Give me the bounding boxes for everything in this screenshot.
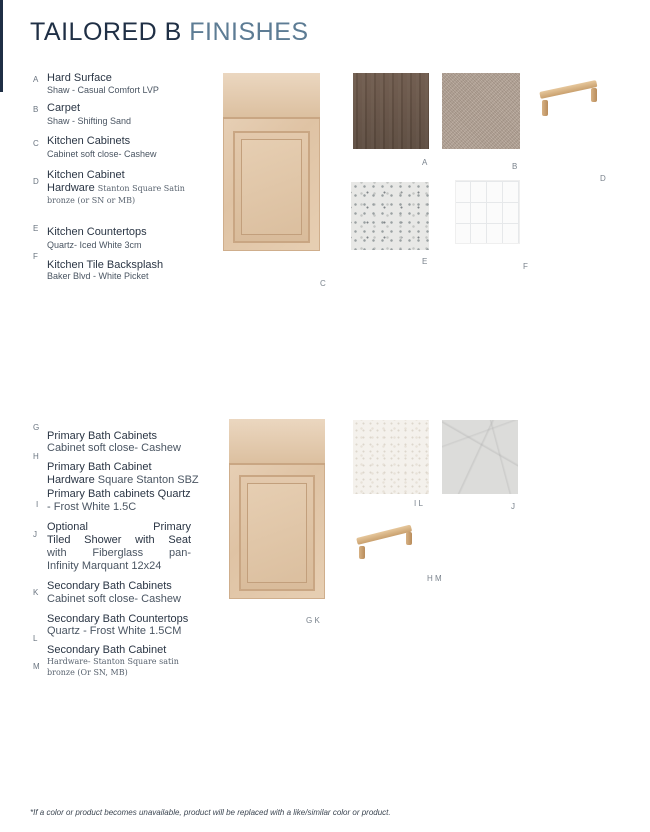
item-sub: Cabinet soft close- Cashew <box>47 149 157 159</box>
quartz-frost-white-swatch-image <box>353 420 429 494</box>
cabinet-pull-handle-image <box>538 82 600 122</box>
white-picket-tile-swatch-image <box>455 180 520 244</box>
item-letter: K <box>33 588 39 597</box>
item-sub: Cabinet soft close- Cashew <box>47 442 181 454</box>
lvp-swatch-image <box>353 73 429 149</box>
item-sub: Shaw - Casual Comfort LVP <box>47 85 159 95</box>
item-sub: Infinity Marquant 12x24 <box>47 560 162 572</box>
item-letter: C <box>33 139 39 148</box>
item-title: Secondary Bath Cabinets <box>47 580 172 592</box>
item-letter: D <box>33 177 39 186</box>
item-sub: Hardware- Stanton Square satin <box>47 657 179 666</box>
item-letter: H <box>33 452 39 461</box>
bath-cabinet-door-image <box>229 419 325 599</box>
swatch-label-il: I L <box>414 499 423 508</box>
marble-tile-swatch-image <box>442 420 518 494</box>
title-part-1: TAILORED B <box>30 18 182 46</box>
item-letter: E <box>33 224 39 233</box>
swatch-label-c: C <box>320 279 326 288</box>
footnote: *If a color or product becomes unavailable, product will be replaced with a like/similar color or product. <box>30 808 391 817</box>
item-letter: G <box>33 423 40 432</box>
item-title <box>47 474 199 487</box>
item-title: Primary Bath Cabinet <box>47 461 152 473</box>
item-title <box>47 182 185 195</box>
swatch-label-hm: H M <box>427 574 442 583</box>
quartz-iced-white-swatch-image <box>351 182 429 250</box>
item-sub: bronze (or SN or MB) <box>47 196 136 205</box>
swatch-label-a: A <box>422 158 428 167</box>
item-title: Tiled Shower with Seat <box>47 534 191 546</box>
bath-cabinet-pull-handle-image <box>355 526 415 562</box>
swatch-label-e: E <box>422 257 428 266</box>
kitchen-cabinet-door-image <box>223 73 320 251</box>
item-sub: Cabinet soft close- Cashew <box>47 593 181 605</box>
item-title: Secondary Bath Countertops <box>47 613 189 625</box>
item-title: Primary Bath Cabinets <box>47 430 158 442</box>
item-sub: Quartz- Iced White 3cm <box>47 240 142 250</box>
item-title: Optional Primary <box>47 521 191 533</box>
item-title-line-2: Hardware <box>47 474 95 486</box>
item-letter: B <box>33 105 39 114</box>
item-title: Kitchen Cabinets <box>47 135 131 147</box>
item-sub: Stanton Square Satin <box>97 184 185 193</box>
left-accent-rule <box>0 0 3 92</box>
item-sub: Shaw - Shifting Sand <box>47 116 132 126</box>
swatch-label-gk: G K <box>306 616 320 625</box>
swatch-label-f: F <box>523 262 528 271</box>
swatch-label-d: D <box>600 174 606 183</box>
item-letter: I <box>36 500 39 509</box>
item-sub: Square Stanton SBZ <box>97 474 199 486</box>
item-letter: M <box>33 662 40 671</box>
item-title: Primary Bath cabinets Quartz <box>47 488 191 500</box>
item-sub: with Fiberglass pan- <box>47 547 191 559</box>
item-sub: - Frost White 1.5C <box>47 501 137 513</box>
item-letter: J <box>33 530 37 539</box>
item-title: Hard Surface <box>47 72 112 84</box>
item-title: Carpet <box>47 102 81 114</box>
title-part-2: FINISHES <box>189 18 309 46</box>
item-title: Secondary Bath Cabinet <box>47 644 167 656</box>
item-letter: A <box>33 75 39 84</box>
item-title: Kitchen Cabinet <box>47 169 125 181</box>
item-sub: Baker Blvd - White Picket <box>47 271 149 281</box>
item-letter: F <box>33 252 38 261</box>
item-title-line-2: Hardware <box>47 182 95 194</box>
swatch-label-j: J <box>511 502 515 511</box>
page-title <box>30 18 309 47</box>
item-title: Kitchen Countertops <box>47 226 147 238</box>
item-sub: Quartz - Frost White 1.5CM <box>47 625 182 637</box>
swatch-label-b: B <box>512 162 518 171</box>
item-letter: L <box>33 634 38 643</box>
carpet-swatch-image <box>442 73 520 149</box>
item-title: Kitchen Tile Backsplash <box>47 259 164 271</box>
item-sub: bronze (Or SN, MB) <box>47 668 128 677</box>
